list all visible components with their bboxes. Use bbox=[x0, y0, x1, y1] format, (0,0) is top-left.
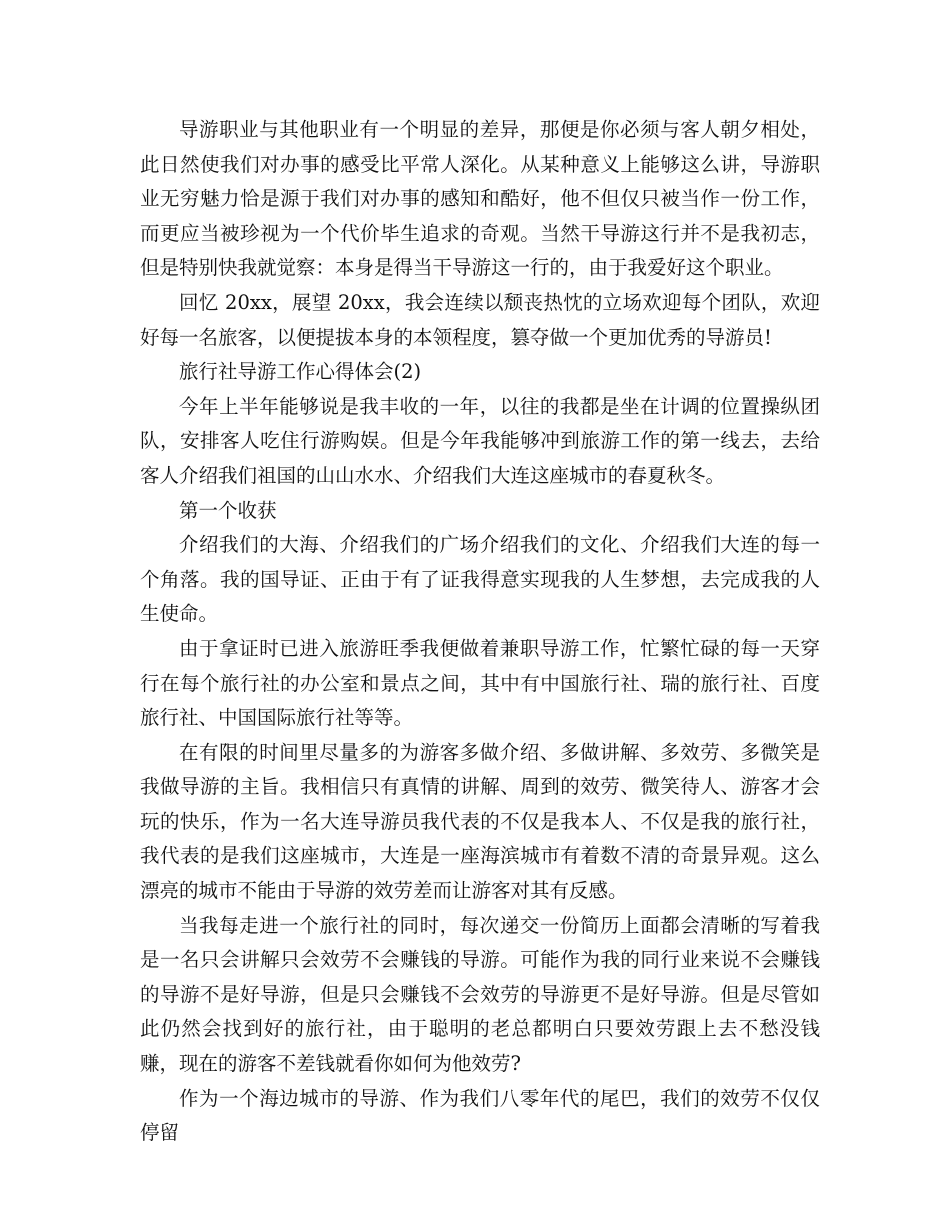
paragraph-resume: 当我每走进一个旅行社的同时，每次递交一份简历上面都会清晰的写着我是一名只会讲解只会效劳不会赚钱的导游。可能作为我的同行业来说不会赚钱的导游不是好导游，但是只会赚钱不会效劳的导游更不是好导游。但是尽管如此仍然会找到好的旅行社，由于聪明的老总都明白只要效劳跟上去不愁没钱赚，现在的游客不差钱就看你如何为他效劳? bbox=[140, 913, 820, 1076]
paragraph-harvest-year: 今年上半年能够说是我丰收的一年，以往的我都是坐在计调的位置操纵团队，安排客人吃住行游购娱。但是今年我能够冲到旅游工作的第一线去，去给客人介绍我们祖国的山山水水、介绍我们大连这座城市的春夏秋冬。 bbox=[140, 394, 820, 487]
paragraph-introduce-dalian: 介绍我们的大海、介绍我们的广场介绍我们的文化、介绍我们大连的每一个角落。我的国导证、正由于有了证我得意实现我的人生梦想，去完成我的人生使命。 bbox=[140, 533, 820, 626]
paragraph-guiding-principle: 在有限的时间里尽量多的为游客多做介绍、多做讲解、多效劳、多微笑是我做导游的主旨。我相信只有真情的讲解、周到的效劳、微笑待人、游客才会玩的快乐，作为一名大连导游员我代表的不仅是我本人、不仅是我的旅行社，我代表的是我们这座城市，大连是一座海滨城市有着数不清的奇景异观。这么漂亮的城市不能由于导游的效劳差而让游客对其有反感。 bbox=[140, 740, 820, 903]
paragraph-review-outlook: 回忆 20xx，展望 20xx，我会连续以颓丧热忱的立场欢迎每个团队，欢迎好每一名旅客，以便提拔本身的本领程度，篡夺做一个更加优秀的导游员! bbox=[140, 290, 820, 349]
paragraph-career-difference: 导游职业与其他职业有一个明显的差异，那便是你必须与客人朝夕相处，此日然使我们对办事的感受比平常人深化。从某种意义上能够这么讲，导游职业无穷魅力恰是源于我们对办事的感知和酷好，他不但仅只被当作一份工作，而更应当被珍视为一个代价毕生追求的奇观。当然干导游这行并不是我初志，但是特别快我就觉察：本身是得当干导游这一行的，由于我爱好这个职业。 bbox=[140, 118, 820, 280]
paragraph-part-time-guide: 由于拿证时已进入旅游旺季我便做着兼职导游工作，忙繁忙碌的每一天穿行在每个旅行社的办公室和景点之间，其中有中国旅行社、瑞的旅行社、百度旅行社、中国国际旅行社等等。 bbox=[140, 636, 820, 730]
document-body bbox=[140, 113, 820, 1151]
section-heading: 旅行社导游工作心得体会(2) bbox=[179, 360, 422, 384]
paragraph-seaside-city: 作为一个海边城市的导游、作为我们八零年代的尾巴，我们的效劳不仅仅停留 bbox=[140, 1086, 820, 1145]
subheading-first-harvest: 第一个收获 bbox=[179, 498, 277, 522]
